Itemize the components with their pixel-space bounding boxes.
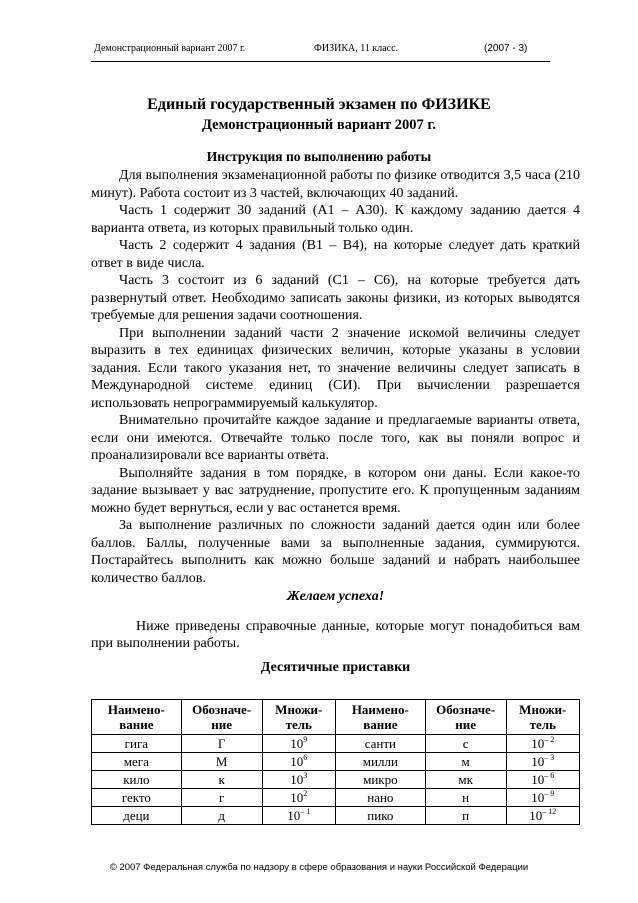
prefix-symbol: к xyxy=(181,771,262,789)
footer-copyright: © 2007 Федеральная служба по надзору в сфере образования и науки Российской Федерации xyxy=(109,862,529,873)
wish-text: Желаем успеха! xyxy=(286,589,385,604)
header-left: Демонстрационный вариант 2007 г. xyxy=(94,43,246,54)
instructions-body xyxy=(91,161,580,676)
prefix-name: пико xyxy=(335,807,425,825)
prefix-multiplier: $10^{- 12}$ xyxy=(506,807,579,825)
prefix-name: гекто xyxy=(92,789,182,807)
prefix-symbol: п xyxy=(425,807,506,825)
paragraph: Внимательно прочитайте каждое задание и предлагаемые варианты ответа, если они имеются. Отвечайте только после того, как вы поняли вопрос и проанализировали все варианты ответа. xyxy=(91,413,580,463)
table-header: Обозначе-ние xyxy=(425,700,506,735)
prefix-name: гига xyxy=(92,735,182,753)
paragraph: Выполняйте задания в том порядке, в котором они даны. Если какое-то задание вызывает у вас затруднение, пропустите его. К пропущенным заданиям можно будет вернуться, если у вас останется время. xyxy=(91,465,580,516)
prefix-multiplier: $10^{- 6}$ xyxy=(506,771,579,789)
table-header: Множи-тель xyxy=(506,700,579,735)
paragraph: Часть 1 содержит 30 заданий (А1 – А30). К каждому заданию дается 4 варианта ответа, из которых правильный только один. xyxy=(91,203,580,236)
prefix-multiplier: $10^2$ xyxy=(262,789,335,807)
prefix-symbol: м xyxy=(425,753,506,771)
prefix-multiplier: $10^6$ xyxy=(262,753,335,771)
header-center: ФИЗИКА, 11 класс. xyxy=(314,43,399,54)
page-title: Единый государственный экзамен по ФИЗИКЕ xyxy=(147,96,491,113)
table-row xyxy=(92,807,580,825)
header-divider xyxy=(91,61,550,62)
table-header: Обозначе-ние xyxy=(181,700,262,735)
table-row xyxy=(92,735,580,753)
paragraph: За выполнение различных по сложности заданий дается один или более баллов. Баллы, полученные вами за выполненные задания, суммируются. Постарайтесь выполнить как можно больше заданий и набрать наибольшее количество баллов. xyxy=(91,518,580,586)
prefix-symbol: мк xyxy=(425,771,506,789)
prefix-name: мега xyxy=(92,753,182,771)
table-header: Наимено-вание xyxy=(92,700,182,735)
instructions-heading: Инструкция по выполнению работы xyxy=(206,149,432,164)
prefix-name: кило xyxy=(92,771,182,789)
table-row xyxy=(92,771,580,789)
table-header: Наимено-вание xyxy=(335,700,425,735)
prefix-name: милли xyxy=(335,753,425,771)
prefix-table xyxy=(91,699,580,825)
table-header-row xyxy=(92,700,580,735)
prefix-name: нано xyxy=(335,789,425,807)
prefix-multiplier: $10^{- 2}$ xyxy=(506,735,579,753)
prefix-symbol: М xyxy=(181,753,262,771)
prefix-multiplier: $10^3$ xyxy=(262,771,335,789)
page-subtitle: Демонстрационный вариант 2007 г. xyxy=(202,117,436,133)
prefix-multiplier: $10^{- 1}$ xyxy=(262,807,335,825)
prefix-symbol: с xyxy=(425,735,506,753)
prefix-name: деци xyxy=(92,807,182,825)
table-row xyxy=(92,753,580,771)
reference-intro: Ниже приведены справочные данные, которые могут понадобиться вам при выполнении работы. xyxy=(91,618,580,651)
paragraph: Для выполнения экзаменационной работы по физике отводится 3,5 часа (210 минут). Работа состоит из 3 частей, включающих 40 заданий. xyxy=(91,168,580,201)
prefix-symbol: г xyxy=(181,789,262,807)
table-header: Множи-тель xyxy=(262,700,335,735)
prefix-multiplier: $10^{- 3}$ xyxy=(506,753,579,771)
header-right: (2007 - 3) xyxy=(484,43,528,54)
prefix-name: санти xyxy=(335,735,425,753)
table-row xyxy=(92,789,580,807)
prefix-multiplier: $10^{- 9}$ xyxy=(506,789,579,807)
prefix-multiplier: $10^9$ xyxy=(262,735,335,753)
prefix-name: микро xyxy=(335,771,425,789)
paragraph: Часть 2 содержит 4 задания (В1 – В4), на которые следует дать краткий ответ в виде числа. xyxy=(91,238,580,271)
paragraph: Часть 3 состоит из 6 заданий (С1 – С6), на которые требуется дать развернутый ответ. Необходимо записать законы физики, из которых выводятся требуемые для решения задачи соотношения. xyxy=(91,273,580,323)
prefix-symbol: Г xyxy=(181,735,262,753)
paragraph: При выполнении заданий части 2 значение искомой величины следует выразить в тех единицах физических величин, которые указаны в условии задания. Если такого указания нет, то значение величины следует записать в Международной системе единиц (СИ). При вычислении разрешается использовать непрограммируемый калькулятор. xyxy=(91,325,580,411)
prefix-symbol: н xyxy=(425,789,506,807)
prefix-symbol: д xyxy=(181,807,262,825)
table-caption: Десятичные приставки xyxy=(260,659,411,675)
